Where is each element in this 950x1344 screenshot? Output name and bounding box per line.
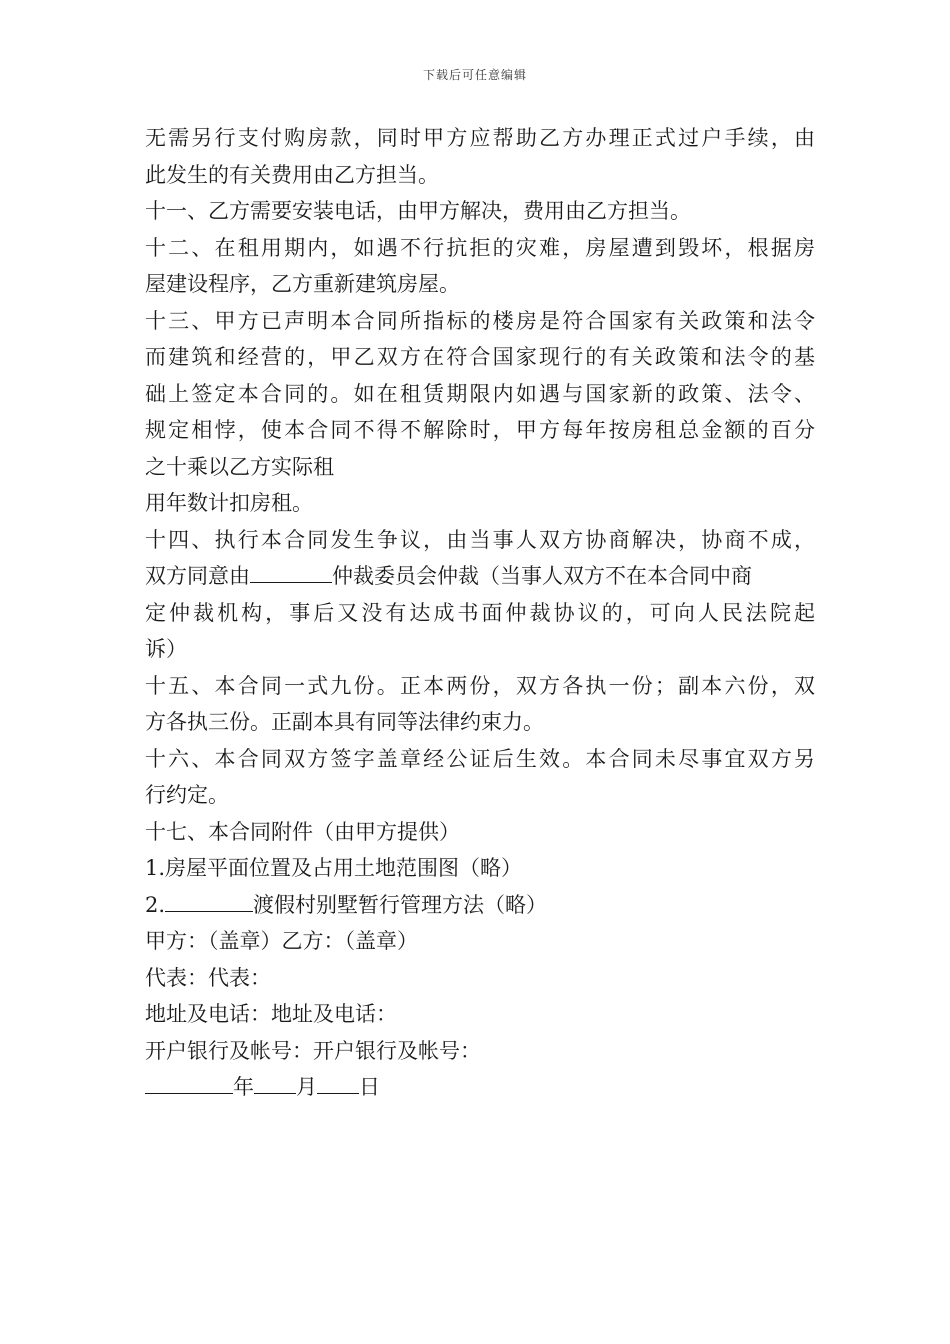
paragraph-line: 之十乘以乙方实际租: [145, 454, 334, 479]
signature-party: 甲方：（盖章）乙方：（盖章）: [145, 929, 418, 953]
paragraph-line: 行约定。: [145, 783, 229, 807]
blank-underline[interactable]: [165, 891, 253, 912]
day-blank[interactable]: [317, 1073, 359, 1094]
paragraph-line: 无需另行支付购房款，同时甲方应帮助乙方办理正式过户手续，由: [145, 126, 815, 150]
page-header: 下载后可任意编辑: [422, 68, 527, 82]
paragraph-line: [145, 558, 815, 595]
blank-underline[interactable]: [250, 562, 332, 583]
line-text: 双方同意由: [145, 564, 250, 588]
clause-13: 十三、甲方已声明本合同所指标的楼房是符合国家有关政策和法令: [145, 308, 815, 333]
signature-date: [145, 1069, 815, 1106]
paragraph-line: 础上签定本合同的。如在租赁期限内如遇与国家新的政策、法令、: [145, 381, 815, 406]
line-text: 仲裁委员会仲裁（当事人双方不在本合同中商: [332, 564, 752, 588]
month-label: 月: [296, 1075, 317, 1099]
clause-12: 十二、在租用期内，如遇不行抗拒的灾难，房屋遭到毁坏，根据房: [145, 235, 815, 260]
paragraph-line: 定仲裁机构，事后又没有达成书面仲裁协议的，可向人民法院起: [145, 600, 815, 625]
paragraph-line: 规定相悖，使本合同不得不解除时，甲方每年按房租总金额的百分: [145, 418, 815, 442]
paragraph-line: 而建筑和经营的，甲乙双方在符合国家现行的有关政策和法令的基: [145, 345, 815, 369]
signature-bank-account: 开户银行及帐号：开户银行及帐号：: [145, 1038, 481, 1063]
clause-17: 十七、本合同附件（由甲方提供）: [145, 819, 460, 844]
line-text: 渡假村别墅暂行管理方法（略）: [253, 892, 548, 917]
clause-15: 十五、本合同一式九份。正本两份，双方各执一份；副本六份，双: [145, 673, 815, 698]
year-label: 年: [233, 1075, 254, 1099]
clause-11: 十一、乙方需要安装电话，由甲方解决，费用由乙方担当。: [145, 199, 691, 223]
day-label: 日: [359, 1075, 380, 1099]
month-blank[interactable]: [254, 1073, 296, 1094]
contract-body: [145, 120, 815, 1106]
paragraph-line: 此发生的有关费用由乙方担当。: [145, 162, 439, 187]
line-text: 2.: [145, 892, 166, 917]
signature-address-phone: 地址及电话：地址及电话：: [145, 1002, 397, 1026]
clause-16: 十六、本合同双方签字盖章经公证后生效。本合同未尽事宜双方另: [145, 746, 815, 771]
paragraph-line: 诉）: [145, 637, 187, 661]
year-blank[interactable]: [145, 1073, 233, 1094]
paragraph-line: 方各执三份。正副本具有同等法律约束力。: [145, 710, 544, 734]
clause-14: 十四、执行本合同发生争议，由当事人双方协商解决，协商不成，: [145, 527, 815, 552]
signature-representative: 代表：代表：: [145, 965, 271, 990]
paragraph-line: 屋建设程序，乙方重新建筑房屋。: [145, 272, 460, 296]
paragraph-line: 用年数计扣房租。: [145, 491, 313, 515]
attachment-1: 1.房屋平面位置及占用土地范围图（略）: [145, 856, 523, 880]
attachment-2: [145, 887, 815, 924]
